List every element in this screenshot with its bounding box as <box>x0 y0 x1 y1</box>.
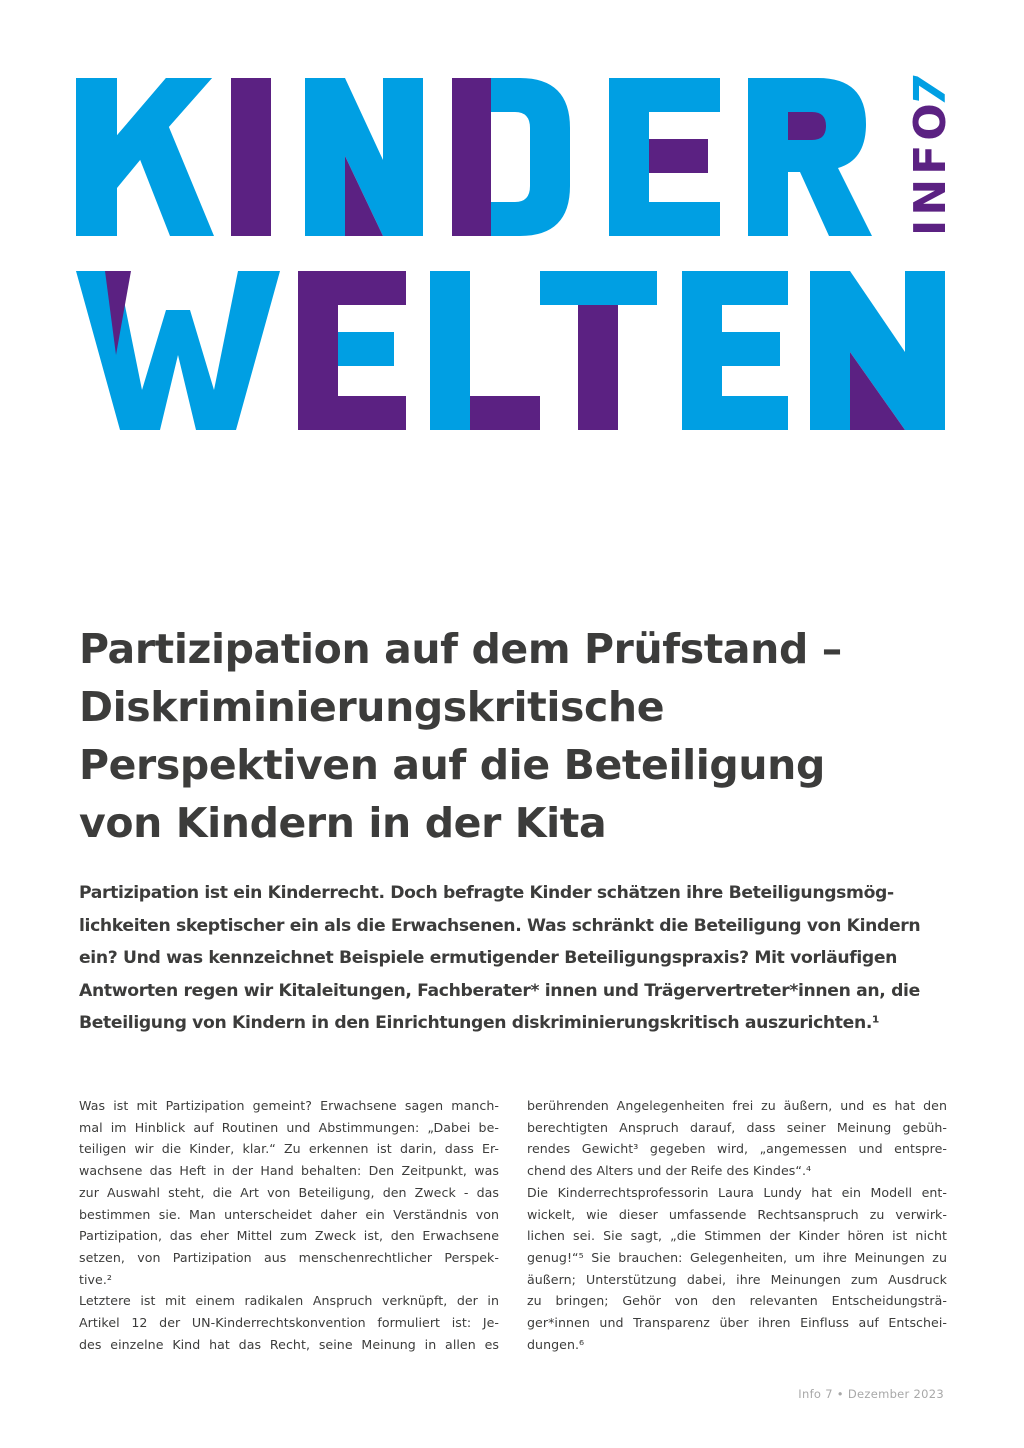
logo-letter-t <box>540 271 657 430</box>
body-line: mal im Hinblick auf Routinen und Abstimmungen: „Dabei be- <box>79 1119 499 1135</box>
body-line: ger*innen und Transparenz über ihren Einfluss auf Entschei- <box>527 1315 947 1331</box>
logo-letter-w <box>76 271 280 430</box>
body-line: wachsene das Heft in der Hand behalten: Den Zeitpunkt, was <box>79 1163 499 1179</box>
logo-letter-e <box>609 78 720 236</box>
title-line: Diskriminierungskritische <box>79 683 665 731</box>
body-line: setzen, von Partizipation aus menschenrechtlicher Perspek- <box>79 1249 499 1265</box>
body-line: berührenden Angelegenheiten frei zu äußern, und es hat den <box>527 1098 947 1113</box>
body-line: genug!“⁵ Sie brauchen: Gelegenheiten, um ihre Meinungen zu <box>527 1249 947 1265</box>
body-line: wickelt, wie dieser umfassende Rechtsanspruch zu verwirk- <box>527 1206 947 1222</box>
body-line: dungen.⁶ <box>527 1336 585 1352</box>
lead-line: Beteiligung von Kindern in den Einrichtungen diskriminierungskritisch auszurichten.¹ <box>79 1013 880 1033</box>
logo-badge-text: INFO <box>905 99 956 236</box>
body-line: chend des Alters und der Reife des Kindes“.⁴ <box>527 1163 812 1179</box>
body-line: Partizipation, das eher Mittel zum Zweck ist, den Erwachsene <box>79 1228 499 1244</box>
logo-letter-r <box>748 78 872 236</box>
body-line: Artikel 12 der UN-Kinderrechtskonvention formuliert ist: Je- <box>79 1315 499 1331</box>
body-line: zu bringen; Gehör von den relevanten Entscheidungsträ- <box>527 1293 947 1309</box>
logo-letter-i <box>231 78 271 236</box>
logo-letter-k <box>76 78 214 236</box>
body-line: rendes Gewicht³ gegeben wird, „angemessen und entspre- <box>527 1141 947 1157</box>
body-line: teiligen wir die Kinder, klar.“ Zu erkennen ist darin, dass Er- <box>79 1141 499 1157</box>
body-line: bestimmen sie. Man unterscheidet daher ein Verständnis von <box>79 1206 499 1222</box>
body-column-left <box>79 1095 499 1355</box>
logo-badge-info7 <box>905 75 956 236</box>
body-line: des einzelne Kind hat das Recht, seine Meinung in allen es <box>79 1336 499 1352</box>
body-line: berechtigten Anspruch darauf, dass seiner Meinung gebüh- <box>527 1119 947 1135</box>
body-line: tive.² <box>79 1271 112 1287</box>
lead-line: ein? Und was kennzeichnet Beispiele ermutigender Beteiligungspraxis? Mit vorläufigen <box>79 948 898 968</box>
title-line: Perspektiven auf die Beteiligung <box>79 741 825 789</box>
body-column-right <box>527 1095 947 1355</box>
body-line: Letztere ist mit einem radikalen Anspruch verknüpft, der in <box>79 1293 499 1309</box>
lead-line: Antworten regen wir Kitaleitungen, Fachberater* innen und Trägervertreter*innen an, die <box>79 980 920 1001</box>
article-lead <box>79 877 959 1040</box>
lead-line: Partizipation ist ein Kinderrecht. Doch befragte Kinder schätzen ihre Beteiligungsmög- <box>79 883 894 903</box>
logo-letter-l <box>430 271 540 430</box>
article-title <box>79 620 959 852</box>
title-line: von Kindern in der Kita <box>79 799 607 847</box>
page-footer: Info 7 • Dezember 2023 <box>798 1387 944 1401</box>
body-line: äußern; Unterstützung dabei, ihre Meinungen zum Ausdruck <box>527 1271 947 1287</box>
logo-letter-d <box>452 78 570 236</box>
body-line: lichen sei. Sie sagt, „die Stimmen der Kinder hören ist nicht <box>527 1228 947 1244</box>
logo-letter-n2 <box>810 271 945 430</box>
logo-letter-e2 <box>298 271 406 430</box>
logo-badge-number: 7 <box>905 75 956 106</box>
kinderwelten-logo <box>0 0 1024 460</box>
body-line: Was ist mit Partizipation gemeint? Erwachsene sagen manch- <box>79 1098 499 1113</box>
title-line: Partizipation auf dem Prüfstand – <box>79 625 842 673</box>
body-line: Die Kinderrechtsprofessorin Laura Lundy hat ein Modell ent- <box>527 1184 947 1200</box>
logo-letter-n <box>305 78 423 236</box>
logo-word-welten <box>76 271 945 430</box>
logo-letter-e3 <box>682 271 788 430</box>
logo-word-kinder <box>76 78 872 236</box>
body-line: zur Auswahl steht, die Art von Beteiligung, den Zweck - das <box>79 1184 499 1200</box>
lead-line: lichkeiten skeptischer ein als die Erwachsenen. Was schränkt die Beteiligung von Kindern <box>79 915 921 936</box>
